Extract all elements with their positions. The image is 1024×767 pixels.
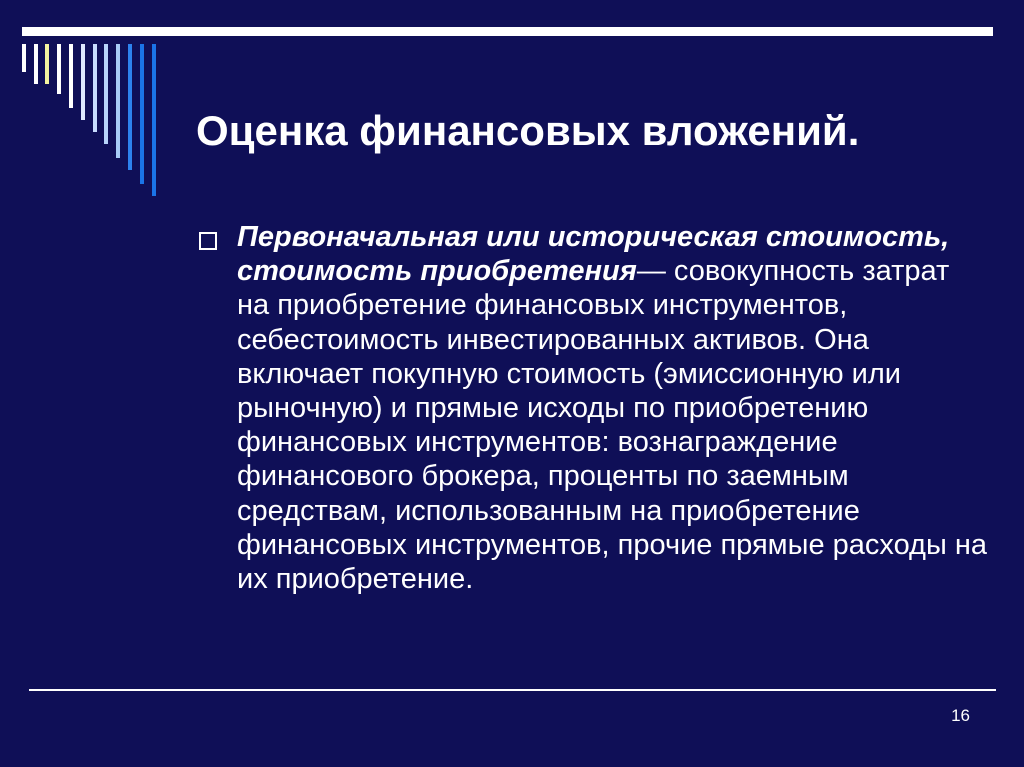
stripe [140, 44, 144, 184]
slide-title: Оценка финансовых вложений. [196, 107, 860, 154]
stripe [104, 44, 108, 144]
stripe [81, 44, 85, 120]
stripe [116, 44, 120, 158]
slide-number: 16 [951, 706, 970, 725]
bullet-definition: — совокупность затрат на приобретение финансовых инструментов, себестоимость инвестированных активов. Она включает покупную стоимость (эмиссионную или рыночную) и прямые исходы по приобретению финансовых инструментов: вознаграждение финансового брокера, проценты по заемным средствам, использованным на приобретение финансовых инструментов, прочие прямые расходы на их приобретение. [237, 255, 988, 596]
stripe [93, 44, 97, 132]
stripe [57, 44, 61, 94]
stripe [128, 44, 132, 170]
hollow-square-icon [199, 232, 217, 250]
stripe [45, 44, 49, 84]
stripe [22, 44, 26, 72]
bullet-text [237, 220, 989, 596]
bullet-term: Первоначальная или историческая стоимость, стоимость приобретения [237, 221, 950, 288]
decorative-stripes [0, 0, 180, 210]
stripe [69, 44, 73, 108]
stripe [152, 44, 156, 196]
bottom-rule [29, 689, 996, 691]
stripe [34, 44, 38, 84]
